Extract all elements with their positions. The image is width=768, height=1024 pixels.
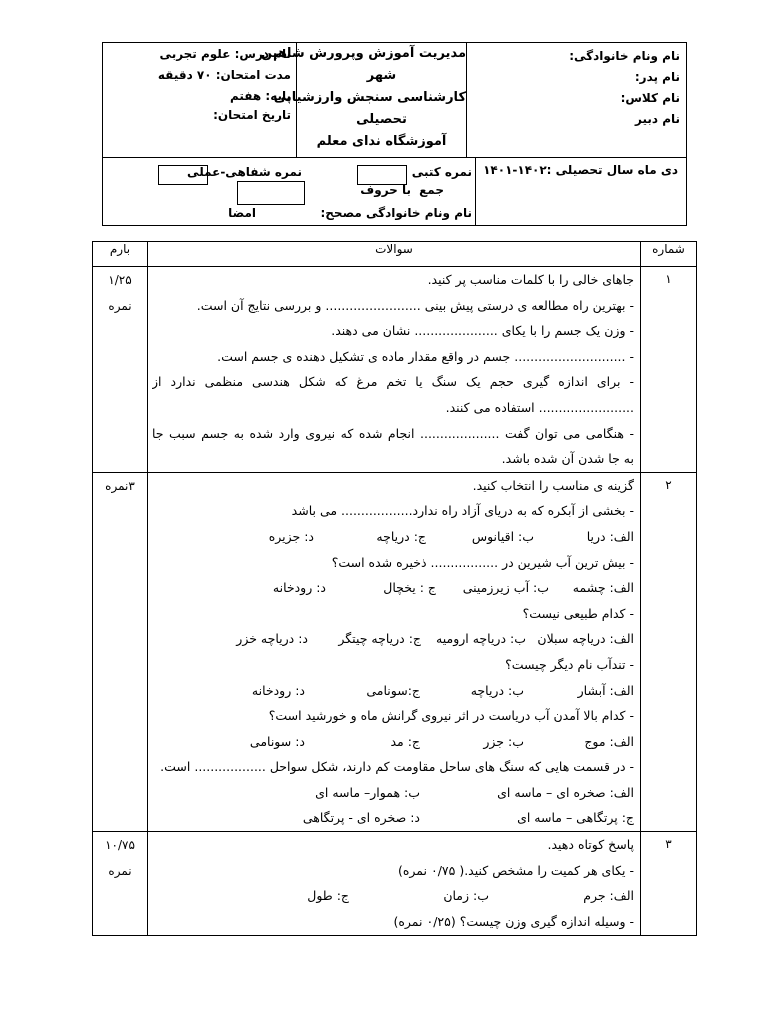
question-item: - هنگامی می توان گفت .................... انجام شده که نیروی وارد شده به جسم سبب جا <box>152 425 634 441</box>
question-item: - کدام بالا آمدن آب دریاست در اثر نیروی گرانش ماه و خورشید است؟ <box>268 708 634 724</box>
family-name-label: نام ونام خانوادگی: <box>569 49 680 63</box>
option[interactable]: ب: دریاچه <box>470 682 524 698</box>
question-row-2 <box>93 472 697 831</box>
option[interactable]: ج: دریاچه <box>376 528 426 544</box>
option[interactable]: ب: دریاچه ارومیه <box>436 631 526 647</box>
exam-date-label: تاریخ امتحان: <box>213 108 291 122</box>
total-score-box[interactable] <box>237 181 305 205</box>
option[interactable]: ج: طول <box>307 888 349 904</box>
corrector-name-label: نام ونام خانوادگی مصحح: <box>320 206 472 220</box>
question-row-3 <box>93 832 697 936</box>
academic-term: دی ماه سال تحصیلی :۱۴۰۲-۱۴۰۱ <box>483 163 678 177</box>
question-score: ۱۰/۷۵ نمره <box>93 832 148 936</box>
total-label: جمع <box>419 183 444 197</box>
question-item: به جا شدن آن شده باشد. <box>501 451 634 467</box>
grade-label: پایه: هفتم <box>229 89 291 103</box>
options-row <box>152 678 634 704</box>
option[interactable]: ب: آب زیرزمینی <box>462 580 549 596</box>
school-name: آموزشگاه ندای معلم <box>316 134 447 149</box>
question-score: ۳نمره <box>93 472 148 831</box>
option[interactable]: الف: دریا <box>586 528 634 544</box>
option[interactable]: الف: موج <box>584 733 634 749</box>
option[interactable]: د: رودخانه <box>272 580 326 596</box>
question-score: ۱/۲۵ نمره <box>93 267 148 473</box>
table-header-row <box>93 242 697 267</box>
question-item: - کدام طبیعی نیست؟ <box>522 605 634 621</box>
option[interactable]: ب: زمان <box>443 888 489 904</box>
options-row <box>152 805 634 831</box>
question-instruction: گزینه ی مناسب را انتخاب کنید. <box>472 477 634 493</box>
options-row <box>152 524 634 550</box>
subject-label: نام درس: علوم تجربی <box>159 47 291 61</box>
in-letters-label: با حروف <box>360 183 411 197</box>
exam-info <box>109 45 291 124</box>
question-body <box>148 832 641 936</box>
father-name-label: نام پدر: <box>634 70 680 84</box>
option[interactable]: ب: جزر <box>483 733 524 749</box>
option[interactable]: الف: جرم <box>583 888 634 904</box>
question-instruction: جاهای خالی را با کلمات مناسب پر کنید. <box>427 272 634 287</box>
option[interactable]: ب: هموار– ماسه ای <box>315 784 420 800</box>
class-name-label: نام کلاس: <box>620 91 680 105</box>
number-header: شماره <box>641 242 697 267</box>
option[interactable]: الف: آبشار <box>577 682 634 698</box>
option[interactable]: د: رودخانه <box>251 682 305 698</box>
assessment-office: کارشناسی سنجش وارزشیابی <box>273 90 466 105</box>
option[interactable]: د: جزیره <box>268 528 314 544</box>
question-item: - وزن یک جسم را با یکای ..................... نشان می دهند. <box>331 323 634 339</box>
question-item: - تندآب نام دیگر چیست؟ <box>505 656 634 672</box>
option[interactable]: د: دریاچه خزر <box>236 631 308 647</box>
option[interactable]: الف: صخره ای – ماسه ای <box>497 784 634 800</box>
option[interactable]: د: سونامی <box>249 733 305 749</box>
duration-label: مدت امتحان: ۷۰ دقیقه <box>157 68 291 82</box>
option[interactable]: ج: پرتگاهی – ماسه ای <box>517 810 634 826</box>
student-info <box>470 47 680 128</box>
option[interactable]: د: صخره ای - پرتگاهی <box>302 810 420 826</box>
option[interactable]: ج: مد <box>390 733 420 749</box>
question-body <box>148 267 641 473</box>
option[interactable]: ج:سونامی <box>366 682 420 698</box>
education-office: مدیریت آموزش وپرورش شاهین <box>260 46 466 61</box>
question-item: ........................ استفاده می کنند. <box>445 399 634 415</box>
questions-table <box>92 241 697 936</box>
question-item: - وسیله اندازه گیری وزن چیست؟ (۰/۲۵ نمره) <box>393 913 634 929</box>
question-row-1 <box>93 267 697 473</box>
questions-header: سوالات <box>148 242 641 267</box>
question-item: - بخشی از آبکره که به دریای آزاد راه ندارد.................. می باشد <box>291 503 634 519</box>
question-body <box>148 472 641 831</box>
written-score-label: نمره کتبی <box>411 165 472 179</box>
question-item: - ............................ جسم در واقع مقدار ماده ی تشکیل دهنده ی جسم است. <box>217 348 634 364</box>
exam-header <box>102 42 687 226</box>
option[interactable]: ب: اقیانوس <box>471 528 534 544</box>
oral-score-label: نمره شفاهی-عملی <box>187 165 302 179</box>
options-row <box>152 626 634 652</box>
option[interactable]: ج: دریاچه چیتگر <box>338 631 421 647</box>
score-header: بارم <box>93 242 148 267</box>
question-instruction: پاسخ کوتاه دهید. <box>547 837 634 853</box>
question-number: ۲ <box>641 472 697 831</box>
question-number: ۳ <box>641 832 697 936</box>
question-number: ۱ <box>641 267 697 473</box>
option[interactable]: الف: چشمه <box>572 580 634 596</box>
oral-score-box[interactable] <box>158 165 208 185</box>
option[interactable]: الف: دریاچه سبلان <box>537 631 634 647</box>
options-row <box>152 729 634 755</box>
signature-label: امضا <box>228 206 256 220</box>
question-item: - برای اندازه گیری حجم یک سنگ یا تخم مرغ که شکل هندسی منظمی ندارد از <box>152 374 634 390</box>
school-info: مدیریت آموزش وپرورش شاهین شهر کارشناسی سنجش وارزشیابی تحصیلی آموزشگاه ندای معلم <box>297 43 466 153</box>
options-row <box>152 883 634 909</box>
option[interactable]: ج : یخچال <box>383 580 436 596</box>
question-item: - یکای هر کمیت را مشخص کنید.( ۰/۷۵ نمره) <box>397 862 634 878</box>
options-row <box>152 575 634 601</box>
options-row <box>152 780 634 806</box>
question-item: - در قسمت هایی که سنگ های ساحل مقاومت کم دارند، شکل سواحل .................. است. <box>160 759 634 775</box>
question-item: - بهترین راه مطالعه ی درستی پیش بینی ........................ و بررسی نتایج آن است. <box>196 297 634 313</box>
teacher-name-label: نام دبیر <box>634 112 680 126</box>
question-item: - بیش ترین آب شیرین در ................. ذخیره شده است؟ <box>331 554 634 570</box>
